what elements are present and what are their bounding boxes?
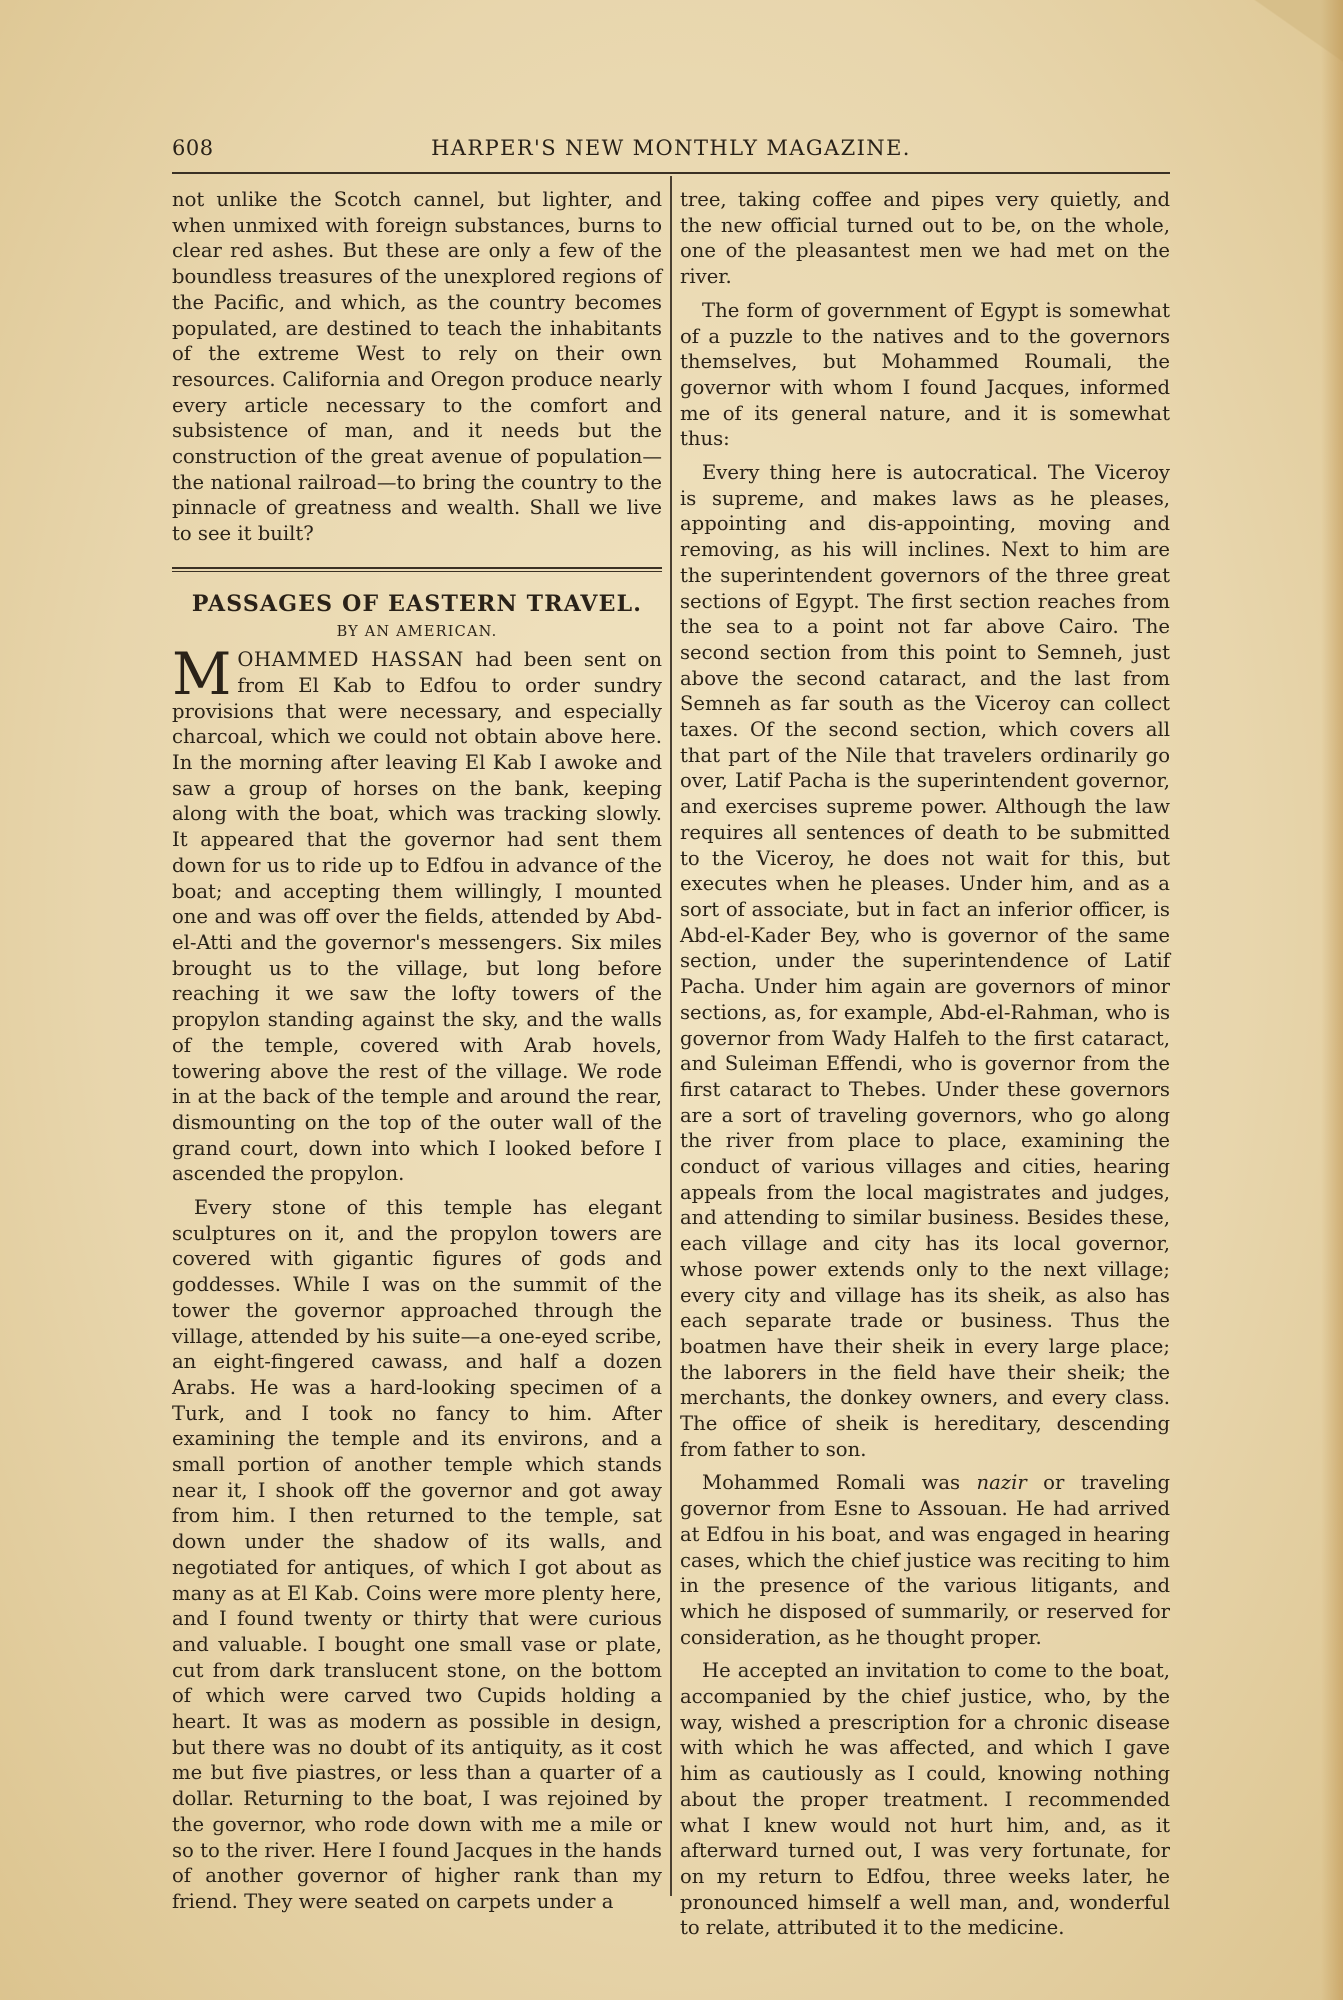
lead-caps: OHAMMED HASSAN — [237, 648, 464, 672]
body-paragraph: Every thing here is autocratical. The Viceroy is supreme, and makes laws as he pleases, appointing and dis-appointing, moving and removing, as his will inclines. Next to him are the superintendent governors of the three great sections of Egypt. The first section reaches from the sea to a point not far above Cairo. The second section from this point to Semneh, just above the second cataract, and the last from Semneh as far south as the Viceroy can collect taxes. Of the second section, which covers all that part of the Nile that travelers ordinarily go over, Latif Pacha is the superintendent governor, and exercises supreme power. Although the law requires all sentences of death to be submitted to the Viceroy, he does not wait for this, but executes when he pleases. Under him, and as a sort of associate, but in fact an inferior officer, is Abd-el-Kader Bey, who is governor of the same section, under the superintendence of Latif Pacha. Under him again are governors of minor sections, as, for example, Abd-el-Rahman, who is governor from Wady Halfeh to the first cataract, and Suleiman Effendi, who is governor from the first cataract to Thebes. Under these governors are a sort of traveling governors, who go along the river from place to place, examining the conduct of various villages and cities, hearing appeals from the local magistrates and judges, and attending to similar business. Besides these, each village and city has its local governor, whose power extends only to the next village; every city and village has its sheik, as also has each separate trade or business. Thus the boatmen have their sheik in every large place; the laborers in the field have their sheik; the merchants, the donkey owners, and every class. The office of sheik is hereditary, descending from father to son. — [680, 461, 1170, 1461]
paragraph-text: or traveling governor from Esne to Assouan. He had arrived at Edfou in his boat, and was engaged in hearing cases, which the chief justice was reciting to him in the presence of the various litigants, and which he disposed of summarily, or reserved for consideration, as he thought proper. — [680, 1471, 1170, 1649]
byline: BY AN AMERICAN. — [336, 623, 498, 640]
right-column — [680, 187, 1170, 1941]
italic-term: nazir — [976, 1471, 1027, 1495]
left-column — [172, 187, 662, 1915]
body-paragraph — [680, 1470, 1170, 1650]
page-header — [172, 136, 1170, 172]
page-number: 608 — [172, 136, 214, 160]
running-title: HARPER'S NEW MONTHLY MAGAZINE. — [431, 136, 911, 160]
drop-cap: M — [172, 640, 232, 709]
opening-paragraph-text: had been sent on from El Kab to Edfou to order sundry provisions that were necessary, and especially charcoal, which we could not obtain above here. In the morning after leaving El Kab I awoke and saw a group of horses on the bank, keeping along with the boat, which was tracking slowly. It appeared that the governor had sent them down for us to ride up to Edfou in advance of the boat; and accepting them willingly, I mounted one and was off over the fields, attended by Abd-el-Atti and the governor's messengers. Six miles brought us to the village, but long before reaching it we saw the lofty towers of the propylon standing against the sky, and the walls of the temple, covered with Arab hovels, towering above the rest of the village. We rode in at the back of the temple and around the rear, dismounting on the top of the outer wall of the grand court, down into which I looked before I ascended the propylon. — [172, 648, 662, 1186]
page-edge-shadow — [1321, 0, 1343, 2000]
opening-paragraph — [172, 640, 662, 1187]
body-paragraph: The form of government of Egypt is somewhat of a puzzle to the natives and to the governors themselves, but Mohammed Roumali, the governor with whom I found Jacques, informed me of its general nature, and it is somewhat thus: — [680, 298, 1170, 451]
article-title: PASSAGES OF EASTERN TRAVEL. — [191, 590, 643, 617]
body-paragraph: Every stone of this temple has elegant sculptures on it, and the propylon towers are covered with gigantic figures of gods and goddesses. While I was on the summit of the tower the governor approached through the village, attended by his suite—a one-eyed scribe, an eight-fingered cawass, and half a dozen Arabs. He was a hard-looking specimen of a Turk, and I took no fancy to him. After examining the temple and its environs, and a small portion of another temple which stands near it, I shook off the governor and got away from him. I then returned to the temple, sat down under the shadow of its walls, and negotiated for antiques, of which I got about as many as at El Kab. Coins were more plenty here, and I found twenty or thirty that were curious and valuable. I bought one small vase or plate, cut from dark translucent stone, on the bottom of which were carved two Cupids holding a heart. It was as modern as possible in design, but there was no doubt of its antiquity, as it cost me but five piastres, or less than a quarter of a dollar. Returning to the boat, I was rejoined by the governor, who rode down with me a mile or so to the river. Here I found Jacques in the hands of another governor of higher rank than my friend. They were seated on carpets under a — [172, 1196, 662, 1913]
paragraph-text: Mohammed Romali was — [702, 1471, 977, 1495]
header-rule — [172, 172, 1170, 174]
continued-paragraph: tree, taking coffee and pipes very quietly, and the new official turned out to be, on the whole, one of the pleasantest men we had met on the river. — [680, 188, 1170, 289]
continued-paragraph: not unlike the Scotch cannel, but lighter, and when unmixed with foreign substances, burns to clear red ashes. But these are only a few of the boundless treasures of the unexplored regions of the Pacific, and which, as the country becomes populated, are destined to teach the inhabitants of the extreme West to rely on their own resources. California and Oregon produce nearly every article necessary to the comfort and subsistence of man, and it needs but the construction of the great avenue of population—the national railroad—to bring the country to the pinnacle of greatness and wealth. Shall we live to see it built? — [172, 188, 662, 546]
section-rule — [172, 567, 662, 572]
column-divider — [670, 176, 672, 1896]
body-paragraph: He accepted an invitation to come to the boat, accompanied by the chief justice, who, by the way, wished a prescription for a chronic disease with which he was affected, and which I gave him as cautiously as I could, knowing nothing about the proper treatment. I recommended what I knew would not hurt him, and, as it afterward turned out, I was very fortunate, for on my return to Edfou, three weeks later, he pronounced himself a well man, and, wonderful to relate, attributed it to the medicine. — [680, 1659, 1170, 1940]
